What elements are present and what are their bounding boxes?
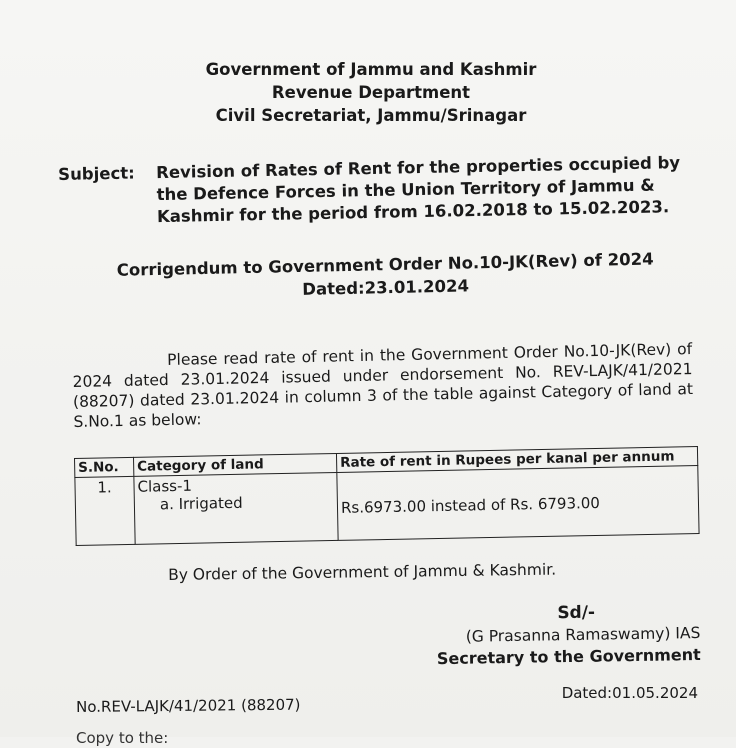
signature-block [436,600,701,670]
body-text: Please read rate of rent in the Government Order No.10-JK(Rev) of 2024 dated 23.01.2024 issued under endorsement No. REV-LAJK/41/2021 (88207) dated 23.01.2024 in column 3 of the table against Category of land at S.No.1 as below: [72,340,694,431]
subject-label: Subject: [58,163,135,184]
cell-rate: Rs.6973.00 instead of Rs. 6793.00 [337,466,699,541]
department-name: Revenue Department [271,83,471,102]
corrigendum-date: Dated:23.01.2024 [302,276,470,299]
cell-sno: 1. [75,476,135,545]
paragraph-indent [72,365,167,367]
copy-to-partial: Copy to the: [76,729,169,747]
letterhead [0,58,736,127]
body-paragraph [72,339,694,432]
signatory-name: (G Prasanna Ramaswamy) IAS [465,623,701,646]
category-class: Class-1 [137,476,193,496]
header-sno: S.No. [75,457,134,477]
table-row [75,466,699,546]
order-statement: By Order of the Government of Jammu & Kashmir. [168,560,557,584]
corrigendum-order-ref: Corrigendum to Government Order No.10-JK(Rev) of 2024 [116,249,654,280]
signed-mark: Sd/- [557,602,596,624]
subject-text: Revision of Rates of Rent for the properties occupied by the Defence Forces in the Union Territory of Jammu & Kashmir for the period from 16.02.2018 to 15.02.2023. [156,153,681,227]
office-address: Civil Secretariat, Jammu/Srinagar [215,106,527,125]
subject-block [58,152,709,230]
header-rate: Rate of rent in Rupees per kanal per annum [336,447,697,473]
category-subtype: a. Irrigated [159,493,243,514]
header-category: Category of land [133,453,336,476]
issue-date: Dated:01.05.2024 [561,684,698,702]
cell-category [134,472,338,544]
rent-table-container [74,446,700,546]
rent-table [74,446,700,546]
government-name: Government of Jammu and Kashmir [205,60,537,79]
corrigendum-title [60,246,711,306]
reference-number: No.REV-LAJK/41/2021 (88207) [76,695,301,716]
signatory-title: Secretary to the Government [436,644,702,669]
